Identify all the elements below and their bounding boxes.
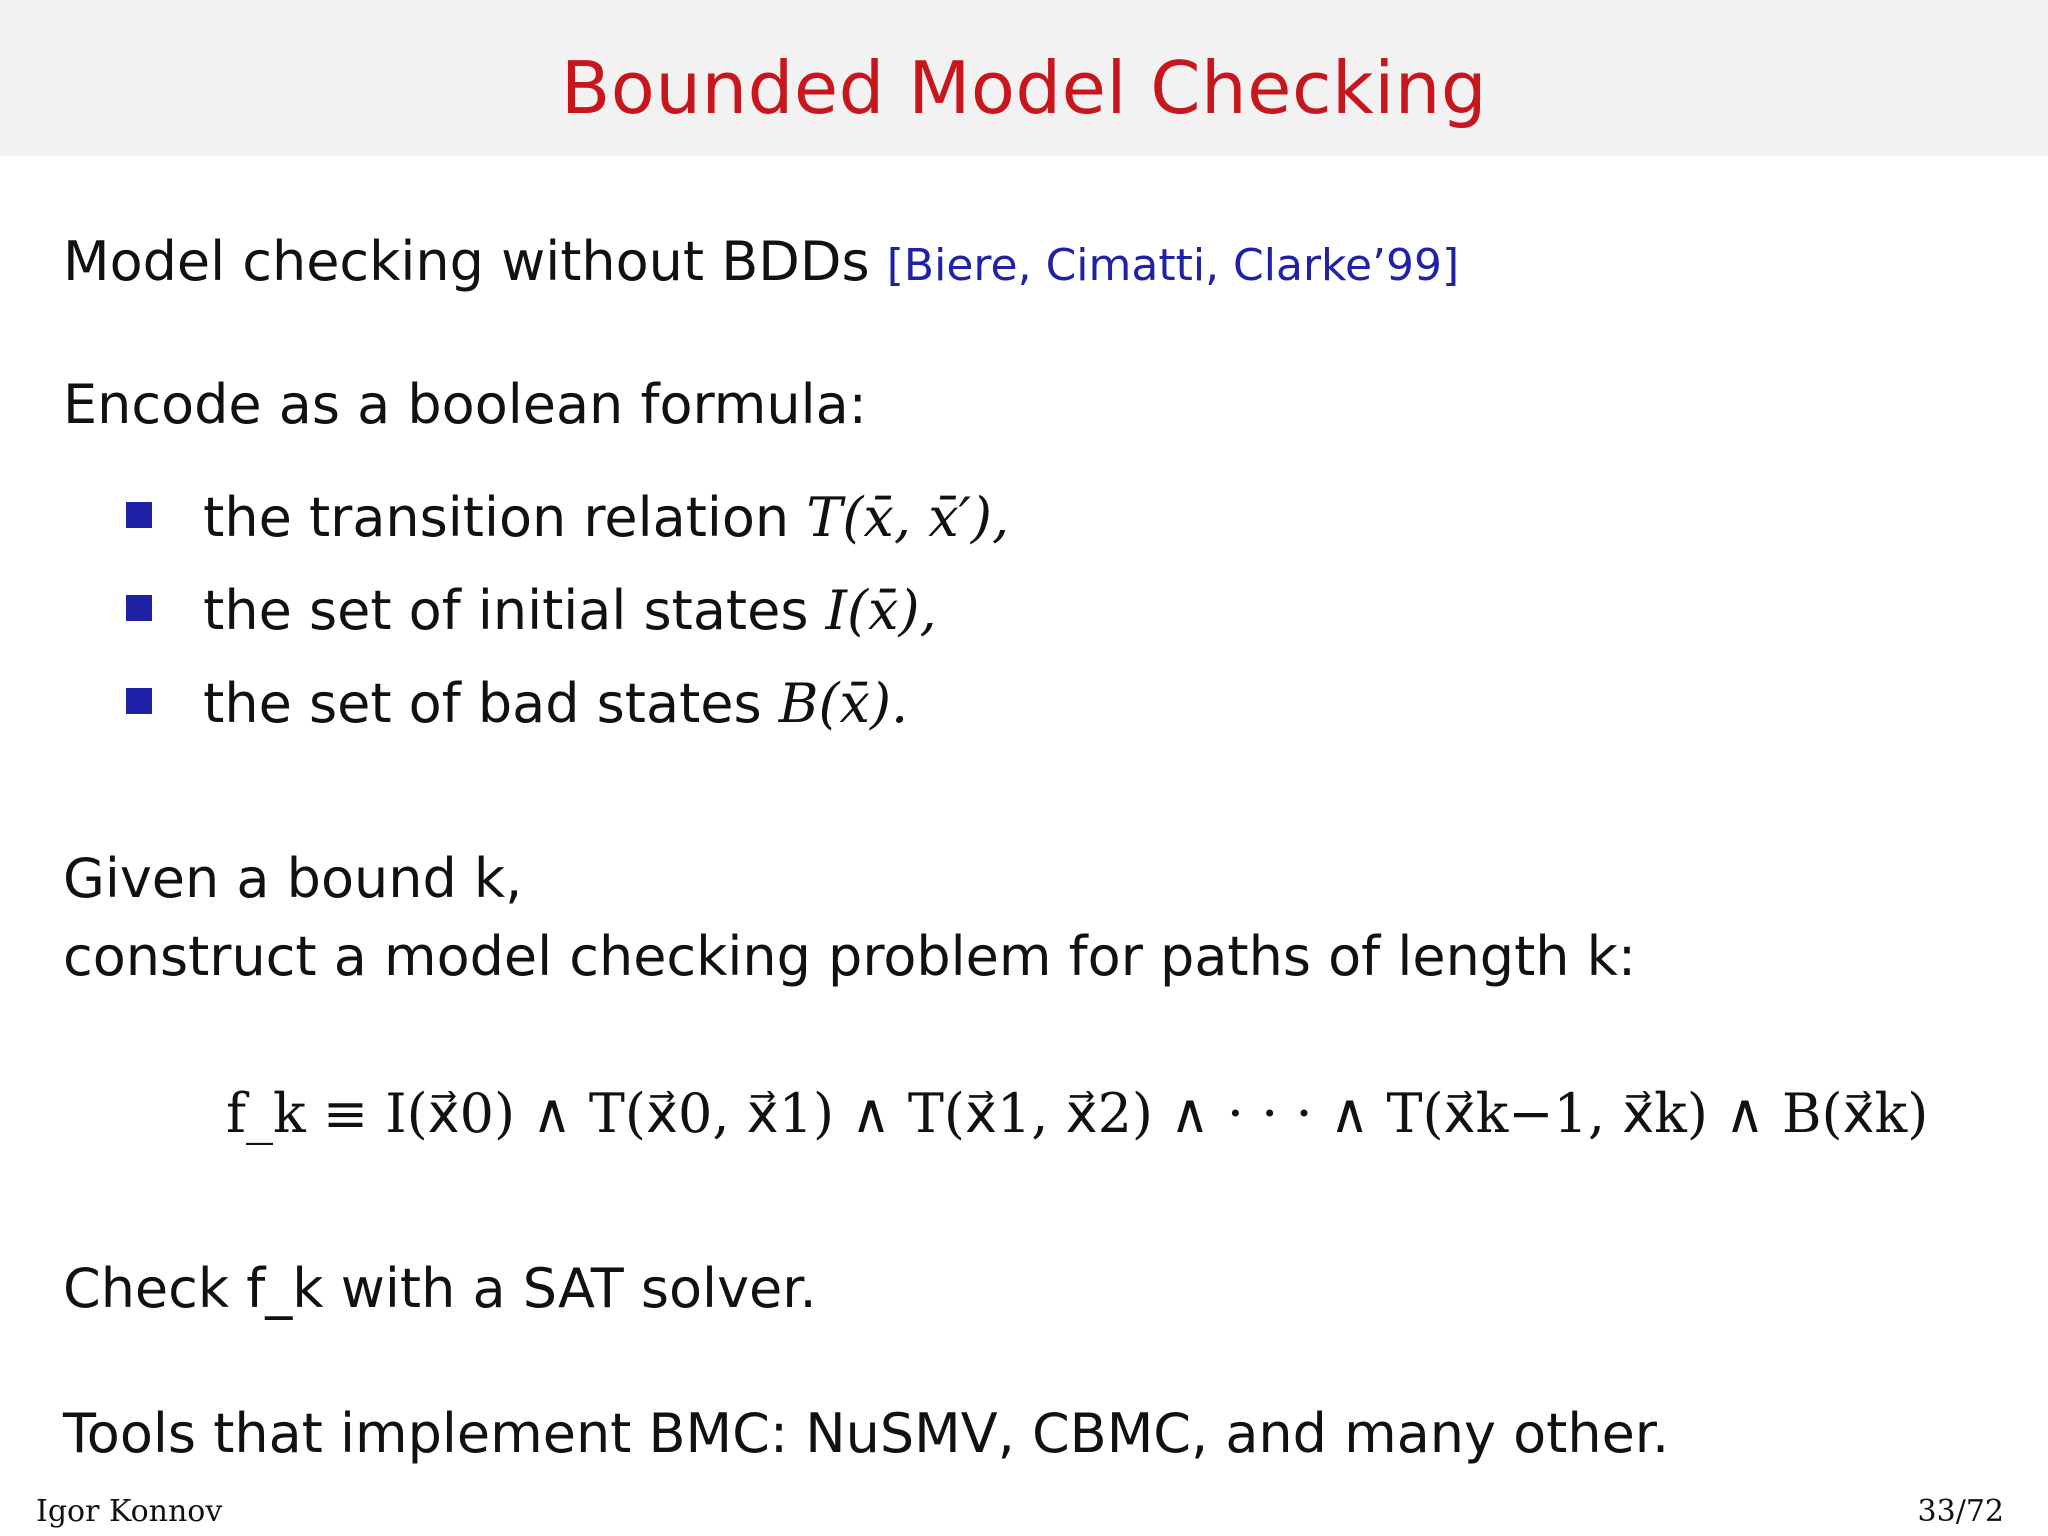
- bullet-item: [126, 483, 1009, 553]
- bullet-text: the set of bad states: [203, 672, 762, 735]
- bullet-math: T(x̄, x̄′),: [806, 486, 1010, 549]
- bullet-item: [126, 669, 908, 739]
- bullet-math: I(x̄),: [825, 579, 937, 642]
- bound-line-2: construct a model checking problem for paths of length k:: [63, 925, 1637, 988]
- encode-heading: Encode as a boolean formula:: [63, 373, 867, 436]
- bmc-formula: f_k ≡ I(x⃗0) ∧ T(x⃗0, x⃗1) ∧ T(x⃗1, x⃗2) ∧ · · · ∧ T(x⃗k−1, x⃗k) ∧ B(x⃗k): [226, 1082, 1929, 1145]
- square-bullet-icon: [126, 688, 152, 714]
- check-line: Check f_k with a SAT solver.: [63, 1257, 817, 1320]
- bullet-math: B(x̄).: [778, 672, 909, 735]
- bullet-text: the set of initial states: [203, 579, 809, 642]
- citation: [Biere, Cimatti, Clarke’99]: [886, 240, 1460, 291]
- square-bullet-icon: [126, 595, 152, 621]
- bullet-text: the transition relation: [203, 486, 790, 549]
- intro-line: [63, 227, 1459, 301]
- slide-title: Bounded Model Checking: [560, 46, 1488, 130]
- bound-line-1: Given a bound k,: [63, 847, 523, 910]
- bullet-item: [126, 576, 937, 646]
- square-bullet-icon: [126, 502, 152, 528]
- footer-author: Igor Konnov: [36, 1494, 223, 1529]
- footer-page-number: 33/72: [1917, 1494, 2004, 1529]
- tools-line: Tools that implement BMC: NuSMV, CBMC, and many other.: [63, 1402, 1670, 1465]
- intro-text: Model checking without BDDs: [63, 230, 870, 293]
